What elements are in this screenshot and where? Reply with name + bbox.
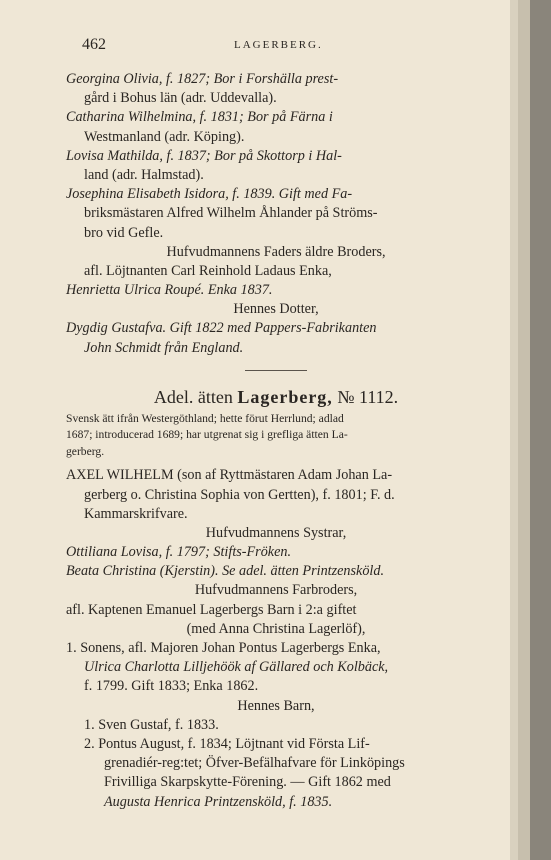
page-edge [518, 0, 530, 860]
text-line: Frivilliga Skarpskytte-Förening. — Gift 1862 med [104, 774, 391, 791]
section-subheading: Hufvudmannens Faders äldre Broders, [166, 243, 386, 260]
text-line: afl. Löjtnanten Carl Reinhold Ladaus Enka, [84, 262, 332, 279]
intro-line: Svensk ätt ifrån Westergöthland; hette förut Herrlund; adlad [66, 411, 344, 425]
text-line: Lovisa Mathilda, f. 1837; Bor på Skottorp i Hal- [66, 147, 342, 164]
text-line: (med Anna Christina Lagerlöf), [186, 620, 366, 637]
text-line: Catharina Wilhelmina, f. 1831; Bor på Färna i [66, 109, 333, 126]
text-line: AXEL WILHELM (son af Ryttmästaren Adam Johan La- [66, 467, 393, 484]
text-line: Henrietta Ulrica Roupé. Enka 1837. [66, 282, 273, 299]
section-subheading: Hufvudmannens Systrar, [205, 524, 347, 541]
section-subheading: Hufvudmannens Farbroders, [194, 582, 358, 599]
text-line: Ulrica Charlotta Lilljehöök af Gällared och Kolbäck, [84, 659, 389, 676]
text-line: Westmanland (adr. Köping). [84, 128, 245, 145]
section-divider [245, 370, 307, 371]
text-line: 1. Sven Gustaf, f. 1833. [84, 716, 219, 733]
text-line: gerberg o. Christina Sophia von Gertten), f. 1801; F. d. [84, 486, 395, 503]
page-text [66, 70, 486, 812]
text-line: grenadiér-reg:tet; Öfver-Befälhafvare för Linköpings [104, 755, 405, 772]
intro-line: gerberg. [66, 444, 105, 458]
section-subheading: Hennes Dotter, [233, 301, 319, 318]
text-line: Ottiliana Lovisa, f. 1797; Stifts-Fröken. [66, 544, 292, 561]
book-spine-shadow [530, 0, 551, 860]
text-line: 2. Pontus August, f. 1834; Löjtnant vid Första Lif- [84, 735, 370, 752]
heading-number: № 1112. [337, 386, 399, 407]
text-line: John Schmidt från England. [84, 339, 244, 356]
text-line: f. 1799. Gift 1833; Enka 1862. [84, 678, 259, 695]
page-edge [510, 0, 518, 860]
text-line: Beata Christina (Kjerstin). Se adel. ätten Printzensköld. [66, 563, 385, 580]
text-line: Kammarskrifvare. [84, 505, 188, 522]
family-heading [66, 383, 486, 411]
text-line: Georgina Olivia, f. 1827; Bor i Forshälla prest- [66, 71, 339, 87]
text-line: 1. Sonens, afl. Majoren Johan Pontus Lagerbergs Enka, [66, 640, 381, 656]
page-number: 462 [82, 36, 106, 53]
text-line: briksmästaren Alfred Wilhelm Åhlander på Ströms- [84, 205, 378, 222]
running-title: LAGERBERG. [234, 39, 323, 51]
text-line: Dygdig Gustafva. Gift 1822 med Pappers-Fabrikanten [66, 320, 377, 337]
text-line: Josephina Elisabeth Isidora, f. 1839. Gift med Fa- [66, 186, 353, 203]
section-subheading: Hennes Barn, [237, 697, 315, 714]
heading-prefix: Adel. ätten [153, 386, 233, 407]
text-line: Augusta Henrica Printzensköld, f. 1835. [104, 793, 333, 810]
text-line: land (adr. Halmstad). [84, 166, 204, 183]
page-header [82, 36, 482, 56]
text-line: gård i Bohus län (adr. Uddevalla). [84, 90, 277, 107]
intro-line: 1687; introducerad 1689; har utgrenat sig i grefliga ätten La- [66, 428, 348, 442]
text-line: bro vid Gefle. [84, 224, 164, 241]
text-line: afl. Kaptenen Emanuel Lagerbergs Barn i 2:a giftet [66, 601, 357, 618]
heading-name: Lagerberg, [237, 386, 333, 407]
